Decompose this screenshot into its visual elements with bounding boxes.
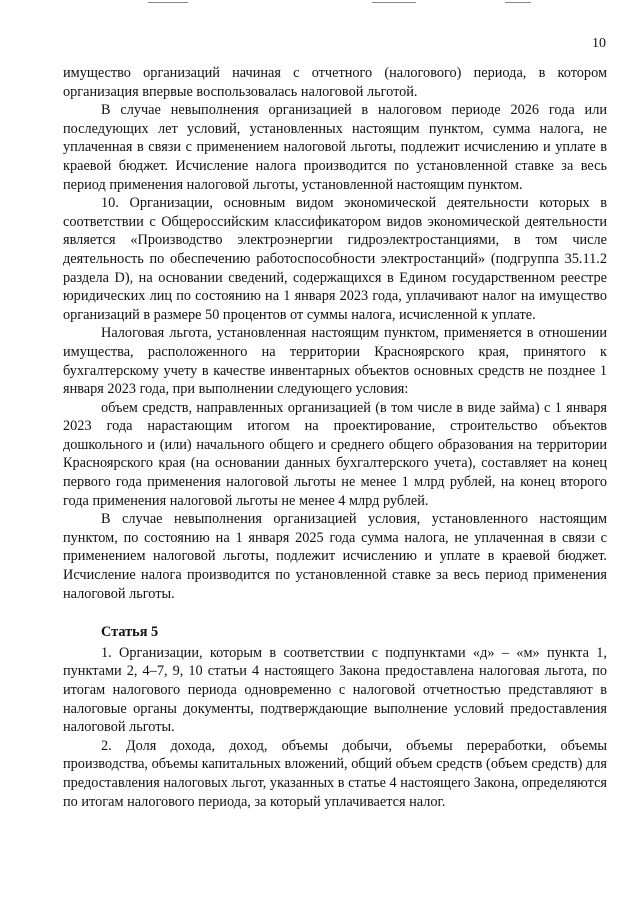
scan-mark xyxy=(505,2,531,3)
article-heading: Статья 5 xyxy=(101,624,159,641)
paragraph: В случае невыполнения организацией условия, установленного настоящим пунктом, по состоянию на 1 января 2025 года сумма налога, не уплаченная в связи с применением налоговой льготы, подлежит исчислению и уплате в краевой бюджет. Исчисление налога производится по установленной ставке за весь период применения налоговой льготы. xyxy=(63,511,607,602)
paragraph: объем средств, направленных организацией (в том числе в виде займа) с 1 января 2023 года нарастающим итогом на проектирование, строительство объектов дошкольного и (или) начального общего и среднего общего образования на территории Красноярского края (на основании данных бухгалтерского учета), составляет на конец первого года применения налоговой льготы не менее 1 млрд рублей, на конец второго года применения налоговой льготы не менее 4 млрд рублей. xyxy=(63,399,607,509)
paragraph: 10. Организации, основным видом экономической деятельности которых в соответствии с Общероссийским классификатором видов экономической деятельности является «Производство электроэнергии гидроэлектростанциями, в том числе деятельность по обеспечению работоспособности электростанций» (подгруппа 35.11.2 раздела D), на основании сведений, содержащихся в Едином государственном реестре юридических лиц по состоянию на 1 января 2023 года, уплачивают налог на имущество организаций в размере 50 процентов от суммы налога, исчисленной к уплате. xyxy=(63,195,607,323)
scan-mark xyxy=(372,2,416,3)
paragraph: Налоговая льгота, установленная настоящим пунктом, применяется в отношении имущества, расположенного на территории Красноярского края, принятого к бухгалтерскому учету в качестве инвентарных объектов основных средств не позднее 1 января 2023 года, при выполнении следующего условия: xyxy=(63,325,607,398)
article-paragraph: 1. Организации, которым в соответствии с подпунктами «д» – «м» пункта 1, пунктами 2, 4–7, 9, 10 статьи 4 настоящего Закона предоставлена налоговая льгота, по итогам налогового периода одновременно с налоговой отчетностью представляют в налоговые органы документы, подтверждающие выполнение условий предоставления налоговой льготы. xyxy=(63,644,607,736)
paragraph: имущество организаций начиная с отчетного (налогового) периода, в котором организация впервые воспользовалась налоговой льготой. xyxy=(63,65,607,100)
document-body xyxy=(63,64,607,811)
article-paragraph: 2. Доля дохода, доход, объемы добычи, объемы переработки, объемы производства, объемы капитальных вложений, общий объем средств (объем средств) для предоставления налоговых льгот, указанных в статье 4 настоящего Закона, определяются по итогам налогового периода, за который уплачивается налог. xyxy=(63,737,607,810)
scan-top-marks xyxy=(0,0,640,8)
paragraph: В случае невыполнения организацией в налоговом периоде 2026 года или последующих лет условий, установленных настоящим пунктом, сумма налога, не уплаченная в связи с применением налоговой льготы, подлежит исчислению и уплате в краевой бюджет. Исчисление налога производится по установленной ставке за весь период применения налоговой льготы, установленной настоящим пунктом. xyxy=(63,102,607,193)
page-number: 10 xyxy=(592,36,606,51)
scan-mark xyxy=(148,2,188,3)
